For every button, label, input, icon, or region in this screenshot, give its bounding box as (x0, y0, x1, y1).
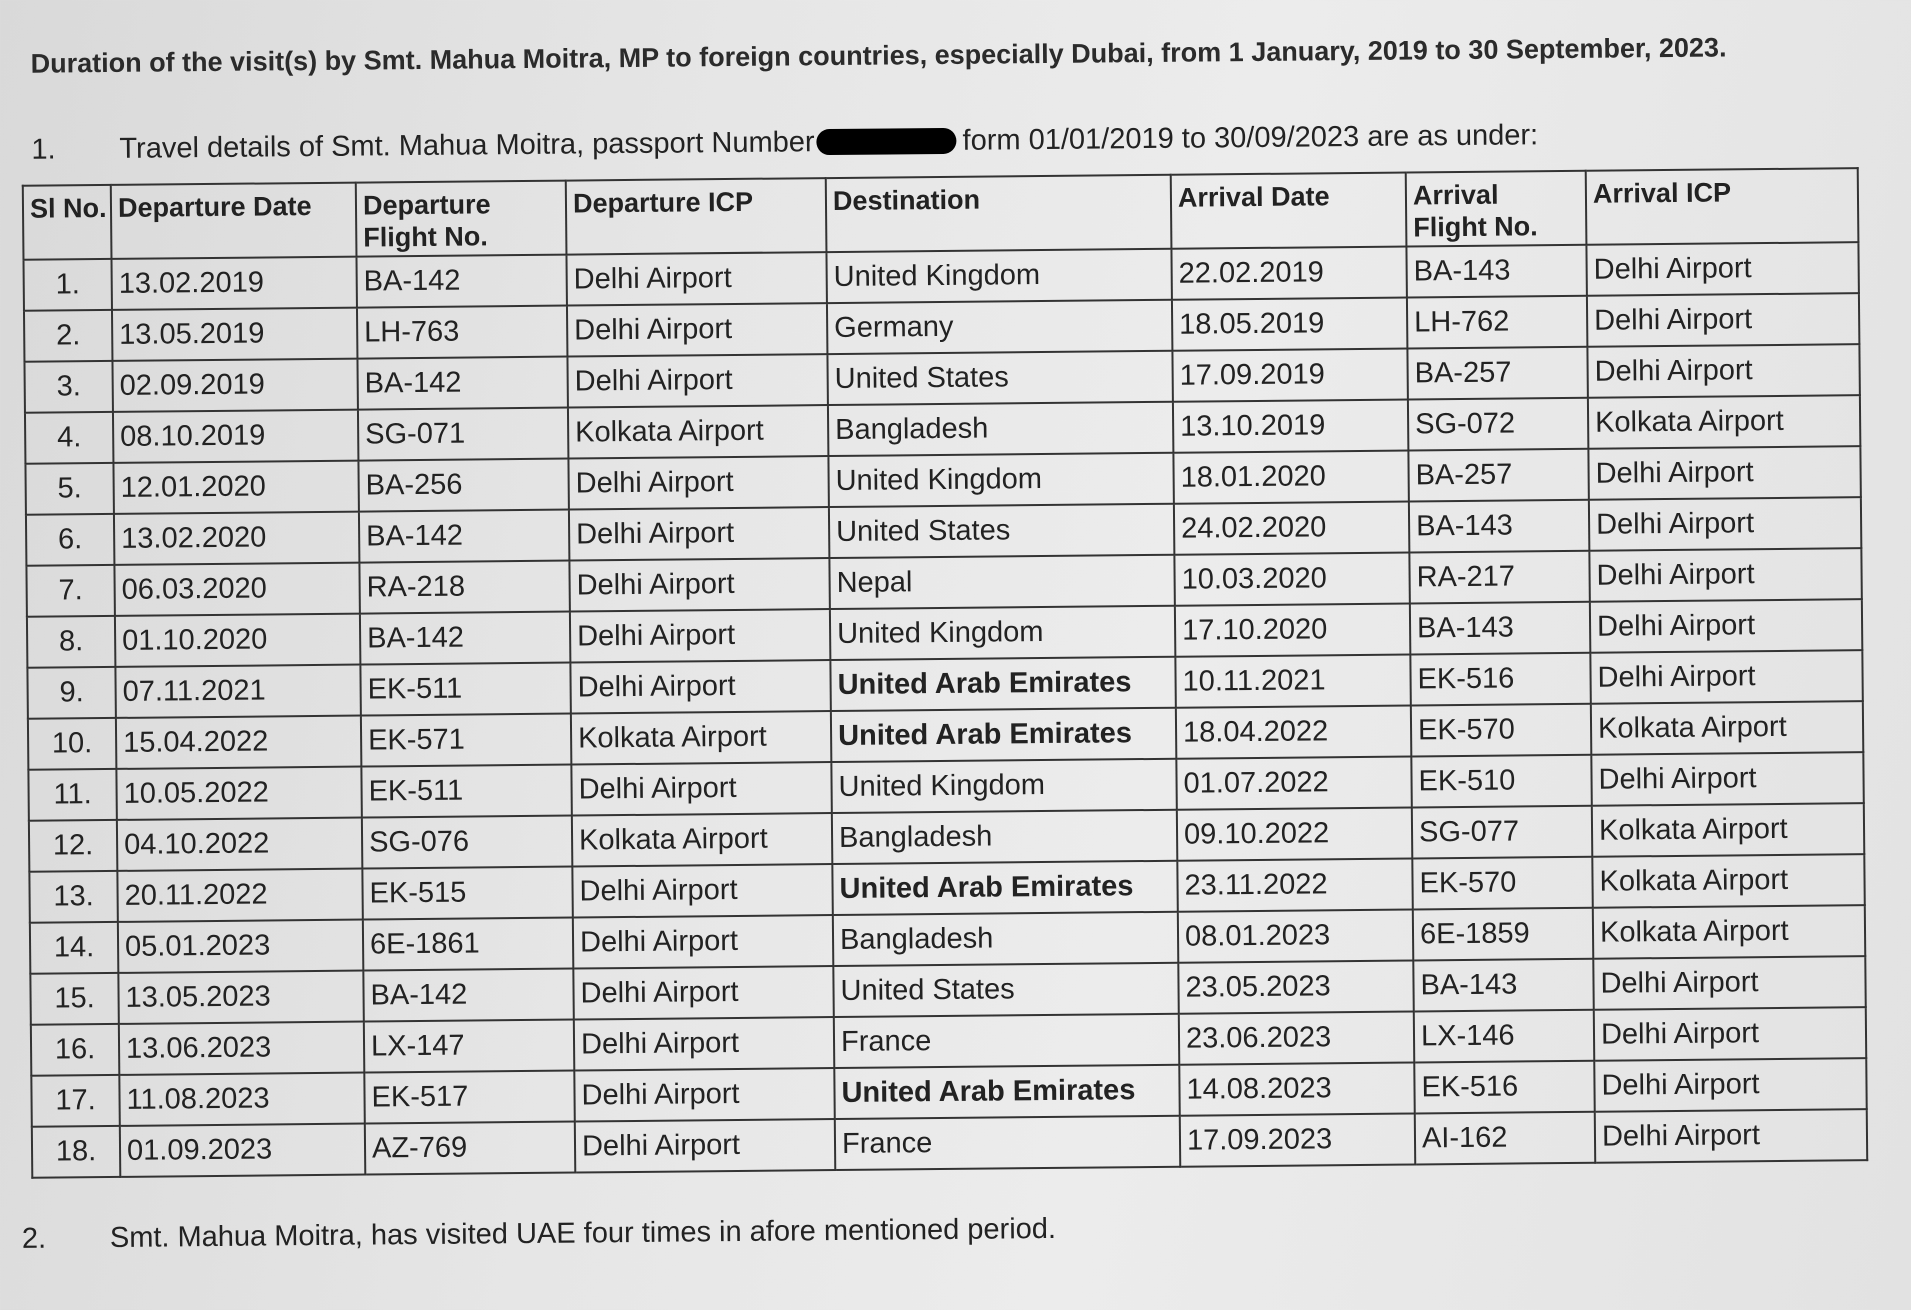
cell-arrival-date: 13.10.2019 (1173, 400, 1408, 453)
header-arrival-icp: Arrival ICP (1586, 168, 1859, 245)
cell-arrival-flight: RA-217 (1409, 551, 1589, 604)
cell-sl-no: 12. (29, 820, 117, 872)
cell-departure-flight: BA-142 (363, 969, 573, 1022)
cell-arrival-icp: Delhi Airport (1589, 548, 1861, 602)
cell-departure-date: 01.10.2020 (115, 614, 360, 667)
cell-arrival-icp: Kolkata Airport (1591, 701, 1863, 755)
cell-arrival-date: 17.09.2019 (1172, 349, 1407, 402)
cell-departure-icp: Delhi Airport (567, 303, 827, 356)
cell-departure-icp: Delhi Airport (572, 864, 832, 917)
cell-departure-icp: Delhi Airport (566, 252, 826, 305)
cell-arrival-icp: Delhi Airport (1587, 344, 1859, 398)
cell-arrival-date: 10.03.2020 (1174, 552, 1409, 605)
cell-arrival-date: 14.08.2023 (1179, 1062, 1414, 1115)
redaction-mark (816, 128, 956, 155)
cell-arrival-flight: BA-143 (1409, 500, 1589, 553)
cell-departure-date: 20.11.2022 (117, 869, 362, 922)
cell-arrival-icp: Delhi Airport (1590, 650, 1862, 704)
cell-departure-flight: BA-142 (356, 255, 566, 308)
footer-number: 2. (21, 1222, 47, 1255)
cell-departure-date: 13.02.2019 (111, 257, 356, 310)
cell-departure-flight: EK-515 (362, 867, 572, 920)
cell-departure-date: 07.11.2021 (115, 665, 360, 718)
cell-arrival-date: 18.01.2020 (1173, 451, 1408, 504)
header-arrival-flight: Arrival Flight No. (1406, 171, 1587, 247)
cell-departure-date: 13.06.2023 (119, 1022, 364, 1075)
header-departure-date: Departure Date (111, 183, 357, 259)
cell-arrival-flight: LH-762 (1407, 296, 1587, 349)
cell-arrival-icp: Delhi Airport (1591, 752, 1863, 806)
cell-departure-flight: BA-142 (359, 510, 569, 563)
cell-destination: United States (829, 504, 1174, 558)
cell-sl-no: 14. (30, 922, 118, 974)
cell-departure-date: 05.01.2023 (118, 920, 363, 973)
document-heading: Duration of the visit(s) by Smt. Mahua Moitra, MP to foreign countries, especially Dubai, from 1 January, 2019 to 30 September, 2023. (30, 32, 1727, 79)
cell-sl-no: 13. (29, 871, 117, 923)
cell-arrival-date: 18.05.2019 (1172, 298, 1407, 351)
cell-arrival-icp: Delhi Airport (1589, 497, 1861, 551)
cell-arrival-icp: Delhi Airport (1590, 599, 1862, 653)
cell-arrival-icp: Delhi Airport (1587, 293, 1859, 347)
cell-departure-flight: SG-071 (358, 408, 568, 461)
cell-departure-flight: EK-511 (361, 765, 571, 818)
cell-departure-flight: RA-218 (359, 561, 569, 614)
cell-arrival-date: 22.02.2019 (1171, 247, 1406, 300)
cell-departure-date: 11.08.2023 (119, 1073, 364, 1126)
header-sl-no: Sl No. (23, 185, 112, 260)
intro-line (31, 115, 1851, 166)
cell-destination: United States (833, 963, 1178, 1017)
cell-arrival-date: 10.11.2021 (1175, 654, 1410, 707)
cell-sl-no: 18. (32, 1126, 120, 1178)
cell-departure-icp: Delhi Airport (575, 1119, 835, 1172)
header-destination: Destination (826, 175, 1172, 252)
cell-departure-icp: Delhi Airport (573, 915, 833, 968)
cell-arrival-date: 23.06.2023 (1179, 1011, 1414, 1064)
table-body (23, 242, 1867, 1178)
cell-departure-flight: EK-517 (364, 1071, 574, 1124)
cell-destination: France (834, 1014, 1179, 1068)
cell-arrival-flight: EK-570 (1412, 857, 1592, 910)
cell-arrival-date: 01.07.2022 (1176, 756, 1411, 809)
intro-text-before: Travel details of Smt. Mahua Moitra, passport Number (119, 126, 815, 165)
cell-sl-no: 4. (25, 412, 113, 464)
cell-arrival-icp: Delhi Airport (1594, 1058, 1866, 1112)
cell-arrival-icp: Kolkata Airport (1588, 395, 1860, 449)
cell-destination: United Arab Emirates (832, 861, 1177, 915)
cell-arrival-date: 23.11.2022 (1177, 858, 1412, 911)
cell-departure-date: 06.03.2020 (114, 563, 359, 616)
cell-departure-date: 02.09.2019 (112, 359, 357, 412)
header-departure-icp: Departure ICP (566, 178, 827, 254)
cell-departure-date: 13.02.2020 (114, 512, 359, 565)
cell-sl-no: 15. (30, 973, 118, 1025)
cell-arrival-flight: EK-516 (1414, 1061, 1594, 1114)
cell-departure-date: 13.05.2019 (112, 308, 357, 361)
cell-departure-date: 08.10.2019 (113, 410, 358, 463)
cell-departure-flight: LX-147 (364, 1020, 574, 1073)
footer-text: Smt. Mahua Moitra, has visited UAE four times in afore mentioned period. (109, 1212, 1057, 1255)
cell-departure-icp: Delhi Airport (571, 762, 831, 815)
cell-arrival-flight: EK-570 (1411, 704, 1591, 757)
cell-arrival-date: 17.10.2020 (1175, 603, 1410, 656)
cell-destination: United Arab Emirates (830, 657, 1175, 711)
cell-departure-icp: Delhi Airport (574, 1068, 834, 1121)
cell-arrival-flight: BA-257 (1407, 347, 1587, 400)
cell-departure-date: 12.01.2020 (113, 461, 358, 514)
cell-arrival-date: 24.02.2020 (1174, 501, 1409, 554)
cell-departure-flight: AZ-769 (365, 1122, 575, 1175)
cell-arrival-flight: SG-072 (1408, 398, 1588, 451)
cell-destination: Bangladesh (833, 912, 1178, 966)
cell-sl-no: 8. (27, 616, 115, 668)
cell-sl-no: 2. (24, 310, 112, 362)
cell-departure-flight: BA-256 (358, 459, 568, 512)
cell-destination: United States (827, 351, 1172, 405)
cell-sl-no: 3. (24, 361, 112, 413)
cell-departure-icp: Kolkata Airport (572, 813, 832, 866)
cell-departure-icp: Delhi Airport (568, 456, 828, 509)
cell-arrival-icp: Kolkata Airport (1592, 854, 1864, 908)
cell-departure-date: 01.09.2023 (120, 1124, 365, 1177)
cell-arrival-date: 17.09.2023 (1180, 1113, 1415, 1166)
cell-arrival-date: 08.01.2023 (1178, 909, 1413, 962)
cell-destination: United Kingdom (826, 249, 1171, 303)
cell-destination: United Arab Emirates (831, 708, 1176, 762)
cell-sl-no: 7. (26, 565, 114, 617)
cell-sl-no: 5. (25, 463, 113, 515)
intro-text-after: form 01/01/2019 to 30/09/2023 are as under: (962, 119, 1539, 157)
cell-arrival-flight: LX-146 (1414, 1010, 1594, 1063)
cell-arrival-icp: Kolkata Airport (1593, 905, 1865, 959)
cell-departure-date: 04.10.2022 (117, 818, 362, 871)
cell-departure-icp: Delhi Airport (573, 966, 833, 1019)
cell-destination: Nepal (829, 555, 1174, 609)
cell-arrival-flight: BA-143 (1406, 245, 1586, 298)
footer-line (22, 1204, 1842, 1255)
cell-destination: Bangladesh (828, 402, 1173, 456)
header-departure-flight: Departure Flight No. (356, 181, 567, 257)
cell-departure-flight: BA-142 (357, 357, 567, 410)
cell-arrival-flight: AI-162 (1415, 1112, 1595, 1165)
cell-sl-no: 10. (28, 718, 116, 770)
cell-departure-flight: EK-571 (361, 714, 571, 767)
cell-departure-flight: SG-076 (362, 816, 572, 869)
cell-arrival-flight: BA-143 (1413, 959, 1593, 1012)
cell-departure-icp: Delhi Airport (570, 609, 830, 662)
cell-sl-no: 1. (23, 259, 111, 311)
cell-destination: Bangladesh (832, 810, 1177, 864)
cell-departure-flight: EK-511 (360, 663, 570, 716)
header-arrival-date: Arrival Date (1171, 173, 1407, 249)
cell-departure-icp: Delhi Airport (574, 1017, 834, 1070)
cell-departure-icp: Delhi Airport (569, 558, 829, 611)
cell-departure-icp: Delhi Airport (567, 354, 827, 407)
intro-number: 1. (31, 133, 56, 166)
cell-arrival-flight: 6E-1859 (1413, 908, 1593, 961)
cell-arrival-icp: Delhi Airport (1595, 1109, 1867, 1163)
cell-arrival-date: 18.04.2022 (1176, 705, 1411, 758)
cell-arrival-flight: SG-077 (1412, 806, 1592, 859)
cell-departure-icp: Delhi Airport (569, 507, 829, 560)
cell-destination: United Arab Emirates (834, 1065, 1179, 1119)
cell-arrival-date: 09.10.2022 (1177, 807, 1412, 860)
cell-sl-no: 17. (31, 1075, 119, 1127)
cell-destination: United Kingdom (828, 453, 1173, 507)
cell-departure-icp: Kolkata Airport (568, 405, 828, 458)
cell-departure-date: 13.05.2023 (118, 971, 363, 1024)
cell-destination: France (835, 1116, 1180, 1170)
cell-departure-icp: Kolkata Airport (571, 711, 831, 764)
cell-sl-no: 9. (27, 667, 115, 719)
cell-arrival-icp: Delhi Airport (1594, 1007, 1866, 1061)
cell-destination: Germany (827, 300, 1172, 354)
cell-arrival-flight: BA-143 (1410, 602, 1590, 655)
cell-arrival-icp: Kolkata Airport (1592, 803, 1864, 857)
cell-destination: United Kingdom (830, 606, 1175, 660)
cell-departure-flight: 6E-1861 (363, 918, 573, 971)
cell-arrival-flight: BA-257 (1408, 449, 1588, 502)
cell-arrival-flight: EK-516 (1410, 653, 1590, 706)
cell-departure-flight: LH-763 (357, 306, 567, 359)
cell-departure-date: 10.05.2022 (116, 767, 361, 820)
travel-table (22, 167, 1868, 1179)
cell-sl-no: 16. (31, 1024, 119, 1076)
cell-arrival-icp: Delhi Airport (1586, 242, 1858, 296)
cell-sl-no: 6. (26, 514, 114, 566)
cell-sl-no: 11. (28, 769, 116, 821)
cell-arrival-flight: EK-510 (1411, 755, 1591, 808)
cell-arrival-date: 23.05.2023 (1178, 960, 1413, 1013)
cell-arrival-icp: Delhi Airport (1593, 956, 1865, 1010)
cell-arrival-icp: Delhi Airport (1588, 446, 1860, 500)
cell-departure-icp: Delhi Airport (570, 660, 830, 713)
cell-destination: United Kingdom (831, 759, 1176, 813)
cell-departure-date: 15.04.2022 (116, 716, 361, 769)
cell-departure-flight: BA-142 (360, 612, 570, 665)
